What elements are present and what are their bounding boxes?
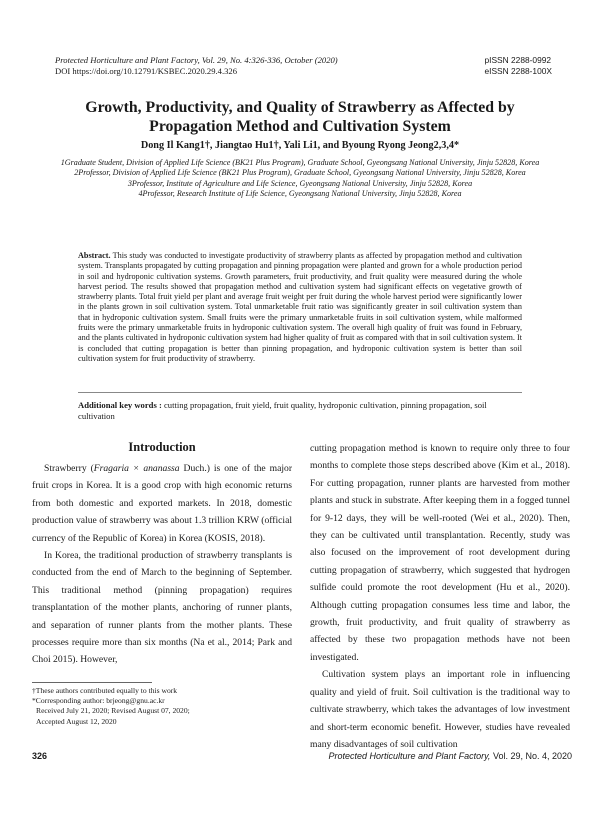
affiliation-1: 1Graduate Student, Division of Applied Life Science (BK21 Plus Program), Graduate School, Gyeongsang National University, Jinju 52828, Korea	[60, 158, 540, 167]
paragraph: In Korea, the traditional production of strawberry transplants is conducted from the end of March to the beginning of September. This traditional method (pinning propagation) requires transplantation of the mother plants, anchoring of runner plants, and separation of runner plants from the mother plants. These processes require more than six months (Na et al., 2014; Park and Choi 2015). However,	[32, 550, 292, 666]
abstract-divider	[78, 392, 522, 393]
eissn: eISSN 2288-100X	[484, 66, 552, 76]
page-number: 326	[32, 751, 48, 761]
footnotes	[32, 686, 292, 727]
paragraph: cutting propagation method is known to require only three to four months to complete those steps described above (Kim et al., 2018). For cutting propagation, runner plants are harvested from mother plants and stuck in substrate. After keeping them in a fogged tunnel for 9-12 days, they will be well-rooted (Wei et al., 2020). Then, they can be cultivated until transplantation. Recently, study was also focused on the improvement of root development during cutting propagation of strawberry, which suggested that hydrogen sulfide could promote the root development (Hu et al., 2020). Although cutting propagation consumes less time and labor, the growth, fruit productivity, and fruit quality of strawberry as affected by these two propagation methods have not been investigated.	[310, 443, 570, 663]
footnote-equal-contribution: †These authors contributed equally to this work	[32, 686, 178, 695]
affiliation-2: 2Professor, Division of Applied Life Science (BK21 Plus Program), Graduate School, Gyeongsang National University, Jinju 52828, Korea	[74, 168, 526, 178]
abstract-label: Abstract.	[78, 251, 111, 260]
pissn: pISSN 2288-0992	[484, 55, 552, 65]
doi[interactable]: DOI https://doi.org/10.12791/KSBEC.2020.29.4.326	[55, 66, 237, 76]
abstract	[78, 251, 522, 364]
keywords-text: cutting propagation, fruit yield, fruit quality, hydroponic cultivation, pinning propagation, soil cultivation	[78, 400, 487, 421]
affiliations	[58, 158, 542, 199]
paper-title	[40, 98, 560, 136]
right-column	[310, 440, 570, 753]
paragraph: Strawberry (Fragaria × ananassa Duch.) is one of the major fruit crops in Korea. It is a good crop with high economic returns from both domestic and exported markets. In 2018, domestic production value of strawberry was about 1.3 trillion KRW (official currency of the Republic of Korea) in Korea (KOSIS, 2018).	[32, 463, 293, 544]
affiliation-4: 4Professor, Research Institute of Life Science, Gyeongsang National University, Jinju 52828, Korea	[138, 188, 462, 198]
footer-volume: Vol. 29, No. 4, 2020	[492, 751, 572, 761]
title-line-1: Growth, Productivity, and Quality of Strawberry as Affected by	[85, 99, 515, 116]
section-heading-introduction: Introduction	[128, 440, 196, 454]
species-name: Fragaria × ananassa	[93, 463, 180, 474]
keywords	[78, 400, 522, 422]
running-header	[55, 55, 338, 77]
page-footer	[32, 751, 572, 761]
affiliation-3: 3Professor, Institute of Agriculture and Life Science, Gyeongsang National University, Jinju 52828, Korea	[127, 178, 473, 188]
footnote-received: Received July 21, 2020; Revised August 07, 2020;	[36, 706, 190, 716]
keywords-label: Additional key words :	[78, 400, 162, 410]
issn-block	[484, 55, 552, 77]
journal-citation: Protected Horticulture and Plant Factory, Vol. 29, No. 4:326-336, October (2020)	[55, 55, 338, 65]
footnote-corresponding-author: *Corresponding author: brjeong@gnu.ac.kr	[32, 696, 165, 706]
left-column	[32, 460, 292, 669]
footer-journal: Protected Horticulture and Plant Factory, Vol. 29, No. 4, 2020	[328, 751, 572, 761]
paragraph: Cultivation system plays an important role in influencing quality and yield of fruit. Soil cultivation is the traditional way to cultivate strawberry, which takes the advantages of low investment and short-term economic benefit. However, studies have revealed many disadvantages of soil cultivation	[310, 669, 570, 750]
footnote-accepted: Accepted August 12, 2020	[36, 716, 117, 726]
footnote-divider	[32, 682, 152, 683]
title-line-2: Propagation Method and Cultivation System	[149, 118, 451, 135]
author-list: Dong Il Kang1†, Jiangtao Hu1†, Yali Li1, and Byoung Ryong Jeong2,3,4*	[140, 140, 460, 151]
abstract-text: This study was conducted to investigate productivity of strawberry plants as affected by propagation method and cultivation system. Transplants propagated by cutting propagation and pinning propagation were planted and grown for a whole production period in soil and hydroponic cultivation systems. Growth parameters, fruit productivity, and fruit quality were measured during the whole harvest period. The results showed that propagation method and cultivation system had significant effects on vegetative growth of strawberry plants. Total fruit yield per plant and average fruit weight per fruit during the whole harvest period were significantly lower in the plants grown in soil cultivation system. Total unmarketable fruit ratio was significantly greater in soil cultivation system than that in hydroponic cultivation system. Small fruits were the primary unmarketable fruits in soil cultivation system, while malformed fruits were the primary unmarketable fruits in hydroponic cultivation system. The overall high quality of fruit was found in February, and the plants cultivated in hydroponic cultivation system had higher quality of fruit as compared with that in soil cultivation system. It is concluded that cutting propagation is better than pinning propagation, and hydroponic cultivation system is better than soil cultivation system for fruit productivity of strawberry.	[78, 251, 522, 363]
